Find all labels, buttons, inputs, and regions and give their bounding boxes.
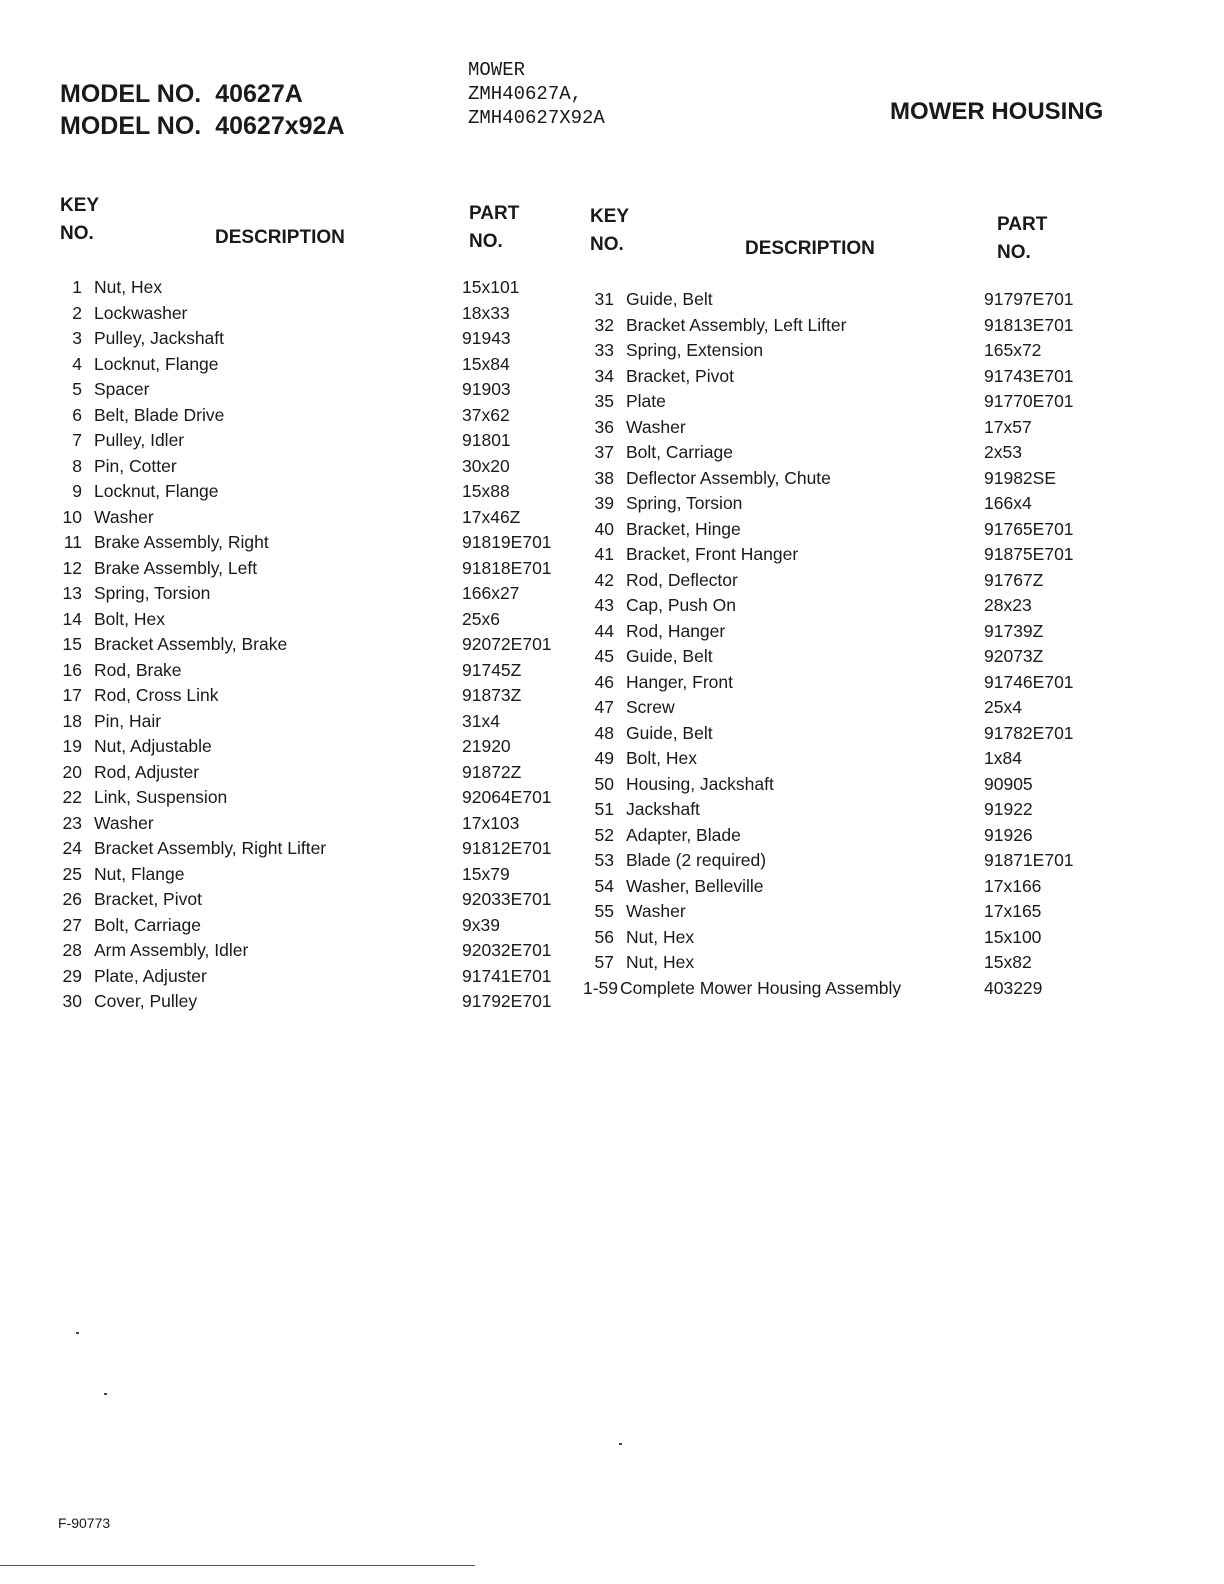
part-number: 2x53 xyxy=(984,442,1022,462)
part-description: Housing, Jackshaft xyxy=(626,773,774,794)
part-description: Brake Assembly, Left xyxy=(94,557,258,578)
mower-line: ZMH40627X92A xyxy=(468,107,605,129)
part-row xyxy=(52,734,612,760)
mower-model-list xyxy=(468,58,605,130)
form-code: F-90773 xyxy=(58,1515,111,1531)
key-number: 57 xyxy=(594,952,614,972)
part-number: 25x6 xyxy=(462,608,500,629)
part-number: 92072E701 xyxy=(462,634,552,654)
key-number: 18 xyxy=(62,710,82,731)
scan-speck xyxy=(76,1332,79,1334)
key-number: 9 xyxy=(72,481,82,501)
key-no-header-right xyxy=(590,203,629,259)
part-number: 18x33 xyxy=(462,302,510,323)
part-row xyxy=(584,976,1144,1002)
part-description: Locknut, Flange xyxy=(94,353,219,374)
part-row xyxy=(584,491,1144,517)
part-number: 90905 xyxy=(984,773,1033,794)
part-number: 37x62 xyxy=(462,404,510,425)
part-number: 21920 xyxy=(462,736,511,756)
part-number: 91926 xyxy=(984,824,1033,845)
key-number: 17 xyxy=(62,685,82,705)
part-no-header-right xyxy=(997,211,1047,267)
part-number: 91943 xyxy=(462,328,511,348)
key-number: 34 xyxy=(594,365,614,386)
key-number: 51 xyxy=(594,799,614,819)
model-label: MODEL NO. xyxy=(60,80,202,108)
bottom-rule xyxy=(0,1565,475,1566)
key-number: 28 xyxy=(62,940,82,960)
part-number: 91741E701 xyxy=(462,965,552,986)
part-row xyxy=(584,466,1144,492)
part-description: Rod, Brake xyxy=(94,659,182,680)
part-row xyxy=(584,670,1144,696)
part-row xyxy=(52,760,612,786)
part-row xyxy=(584,899,1144,925)
part-row xyxy=(52,887,612,913)
part-description: Hanger, Front xyxy=(626,671,733,692)
part-number: 91746E701 xyxy=(984,671,1074,692)
mower-line: MOWER xyxy=(468,59,526,81)
part-description: Bracket, Pivot xyxy=(626,365,734,386)
part-row xyxy=(52,836,612,862)
part-description: Pin, Hair xyxy=(94,710,162,731)
part-no-header-left xyxy=(469,200,519,256)
parts-list-left xyxy=(52,275,612,1015)
description-header-right: DESCRIPTION xyxy=(745,238,875,259)
header-key: KEY xyxy=(60,195,100,216)
part-description: Bolt, Hex xyxy=(94,608,165,629)
key-no-header-left xyxy=(60,192,99,248)
part-number: 17x165 xyxy=(984,901,1042,921)
part-row xyxy=(584,772,1144,798)
part-number: 91765E701 xyxy=(984,518,1074,539)
part-number: 15x101 xyxy=(462,277,520,297)
part-description: Bolt, Carriage xyxy=(626,442,733,462)
part-row xyxy=(584,950,1144,976)
part-row xyxy=(52,683,612,709)
part-number: 91871E701 xyxy=(984,850,1074,870)
part-number: 92073Z xyxy=(984,646,1044,666)
header-part: PART xyxy=(997,214,1048,235)
part-description: Plate xyxy=(626,391,666,411)
key-number: 40 xyxy=(594,518,614,539)
key-number: 33 xyxy=(594,340,614,360)
model-label: MODEL NO. xyxy=(60,112,202,140)
key-number: 52 xyxy=(594,824,614,845)
part-row xyxy=(52,811,612,837)
part-row xyxy=(52,632,612,658)
key-number: 32 xyxy=(594,314,614,335)
part-number: 166x4 xyxy=(984,493,1032,513)
key-number: 13 xyxy=(62,583,82,603)
part-number: 91873Z xyxy=(462,685,522,705)
part-number: 17x57 xyxy=(984,416,1032,437)
model-numbers xyxy=(60,78,345,142)
part-number: 91770E701 xyxy=(984,391,1074,411)
part-description: Spacer xyxy=(94,379,150,399)
part-number: 91743E701 xyxy=(984,365,1074,386)
part-description: Nut, Adjustable xyxy=(94,736,212,756)
key-number: 6 xyxy=(72,404,82,425)
part-row xyxy=(584,593,1144,619)
part-description: Washer xyxy=(626,416,686,437)
part-row xyxy=(584,287,1144,313)
part-number: 91739Z xyxy=(984,620,1044,641)
section-title: MOWER HOUSING xyxy=(890,98,1104,125)
part-row xyxy=(52,862,612,888)
key-number: 22 xyxy=(62,787,82,807)
key-number: 25 xyxy=(62,863,82,884)
part-row xyxy=(52,530,612,556)
part-description: Bracket Assembly, Brake xyxy=(94,634,288,654)
part-description: Arm Assembly, Idler xyxy=(94,940,249,960)
key-number: 29 xyxy=(62,965,82,986)
part-description: Rod, Adjuster xyxy=(94,761,200,782)
part-number: 15x82 xyxy=(984,952,1032,972)
part-number: 91767Z xyxy=(984,569,1044,590)
part-number: 15x88 xyxy=(462,481,510,501)
part-number: 15x79 xyxy=(462,863,510,884)
part-number: 15x100 xyxy=(984,926,1042,947)
part-row xyxy=(52,607,612,633)
key-number: 39 xyxy=(594,493,614,513)
part-description: Spring, Torsion xyxy=(626,493,743,513)
key-number: 8 xyxy=(72,455,82,476)
part-number: 91792E701 xyxy=(462,991,552,1011)
part-number: 17x103 xyxy=(462,812,520,833)
model-number: 40627A xyxy=(215,80,303,108)
key-number: 48 xyxy=(594,722,614,743)
part-row xyxy=(584,874,1144,900)
part-number: 91875E701 xyxy=(984,544,1074,564)
part-number: 91813E701 xyxy=(984,314,1074,335)
part-description: Complete Mower Housing Assembly xyxy=(620,977,902,998)
key-number: 16 xyxy=(62,659,82,680)
key-number: 37 xyxy=(594,442,614,462)
header-part: PART xyxy=(469,203,520,224)
key-number: 42 xyxy=(594,569,614,590)
key-number: 47 xyxy=(594,697,614,717)
key-number: 46 xyxy=(594,671,614,692)
part-row xyxy=(584,364,1144,390)
header-no: NO. xyxy=(997,242,1031,263)
part-row xyxy=(52,785,612,811)
part-description: Bracket, Pivot xyxy=(94,889,202,909)
part-row xyxy=(52,403,612,429)
part-row xyxy=(584,389,1144,415)
key-number: 54 xyxy=(594,875,614,896)
part-number: 31x4 xyxy=(462,710,500,731)
header-no: NO. xyxy=(590,234,624,255)
part-number: 91872Z xyxy=(462,761,522,782)
part-description: Bracket, Hinge xyxy=(626,518,741,539)
part-row xyxy=(52,505,612,531)
key-number: 24 xyxy=(62,838,82,858)
key-number: 7 xyxy=(72,430,82,450)
part-number: 91982SE xyxy=(984,467,1057,488)
part-description: Adapter, Blade xyxy=(626,824,741,845)
part-row xyxy=(584,644,1144,670)
part-row xyxy=(52,479,612,505)
part-number: 91812E701 xyxy=(462,838,552,858)
part-row xyxy=(584,619,1144,645)
key-number: 44 xyxy=(594,620,614,641)
part-description: Link, Suspension xyxy=(94,787,228,807)
part-number: 92032E701 xyxy=(462,940,552,960)
key-number: 26 xyxy=(62,889,82,909)
part-description: Cover, Pulley xyxy=(94,991,198,1011)
key-number: 45 xyxy=(594,646,614,666)
part-row xyxy=(52,377,612,403)
key-number: 2 xyxy=(72,302,82,323)
part-row xyxy=(584,568,1144,594)
part-row xyxy=(584,721,1144,747)
model-line-2 xyxy=(60,110,345,142)
part-number: 92033E701 xyxy=(462,889,552,909)
part-row xyxy=(52,964,612,990)
part-number: 9x39 xyxy=(462,914,500,935)
part-description: Washer, Belleville xyxy=(626,875,764,896)
part-number: 17x46Z xyxy=(462,506,521,527)
part-row xyxy=(52,326,612,352)
scan-speck xyxy=(619,1443,622,1445)
header-key: KEY xyxy=(590,206,630,227)
part-description: Bolt, Hex xyxy=(626,748,697,768)
part-row xyxy=(584,338,1144,364)
part-description: Nut, Hex xyxy=(626,952,695,972)
part-description: Guide, Belt xyxy=(626,646,713,666)
header-no: NO. xyxy=(60,223,94,244)
part-row xyxy=(584,542,1144,568)
part-number: 91818E701 xyxy=(462,557,552,578)
part-description: Bracket, Front Hanger xyxy=(626,544,799,564)
part-row xyxy=(52,556,612,582)
part-row xyxy=(52,913,612,939)
key-number: 12 xyxy=(62,557,82,578)
part-description: Rod, Deflector xyxy=(626,569,738,590)
part-row xyxy=(52,709,612,735)
key-number: 50 xyxy=(594,773,614,794)
part-number: 30x20 xyxy=(462,455,510,476)
part-row xyxy=(52,581,612,607)
part-description: Cap, Push On xyxy=(626,595,736,615)
part-row xyxy=(584,695,1144,721)
part-row xyxy=(584,440,1144,466)
key-number: 30 xyxy=(62,991,82,1011)
part-description: Pulley, Jackshaft xyxy=(94,328,225,348)
part-number: 91922 xyxy=(984,799,1033,819)
part-number: 91745Z xyxy=(462,659,522,680)
part-description: Washer xyxy=(94,506,154,527)
key-number: 41 xyxy=(594,544,614,564)
part-description: Washer xyxy=(94,812,154,833)
part-row xyxy=(52,658,612,684)
part-description: Rod, Hanger xyxy=(626,620,726,641)
part-row xyxy=(52,301,612,327)
part-description: Spring, Torsion xyxy=(94,583,211,603)
model-number: 40627x92A xyxy=(215,112,345,140)
part-row xyxy=(584,517,1144,543)
key-number: 1-59 xyxy=(582,977,618,998)
part-description: Guide, Belt xyxy=(626,722,713,743)
part-description: Rod, Cross Link xyxy=(94,685,219,705)
part-description: Jackshaft xyxy=(626,799,700,819)
part-number: 403229 xyxy=(984,977,1043,998)
part-number: 165x72 xyxy=(984,340,1042,360)
part-number: 91903 xyxy=(462,379,511,399)
part-row xyxy=(52,352,612,378)
key-number: 35 xyxy=(594,391,614,411)
part-row xyxy=(584,313,1144,339)
part-number: 91797E701 xyxy=(984,289,1074,309)
part-description: Nut, Hex xyxy=(94,277,163,297)
part-row xyxy=(584,925,1144,951)
part-number: 28x23 xyxy=(984,595,1032,615)
key-number: 3 xyxy=(72,328,82,348)
part-description: Locknut, Flange xyxy=(94,481,219,501)
part-description: Nut, Flange xyxy=(94,863,185,884)
part-row xyxy=(584,415,1144,441)
part-description: Plate, Adjuster xyxy=(94,965,207,986)
part-description: Bolt, Carriage xyxy=(94,914,201,935)
part-number: 15x84 xyxy=(462,353,510,374)
key-number: 27 xyxy=(62,914,82,935)
key-number: 11 xyxy=(63,532,82,552)
part-description: Bracket Assembly, Right Lifter xyxy=(94,838,327,858)
part-row xyxy=(52,275,612,301)
part-row xyxy=(584,797,1144,823)
key-number: 36 xyxy=(594,416,614,437)
part-description: Nut, Hex xyxy=(626,926,695,947)
part-number: 91782E701 xyxy=(984,722,1074,743)
part-description: Pulley, Idler xyxy=(94,430,185,450)
model-line-1 xyxy=(60,78,345,110)
key-number: 38 xyxy=(594,467,614,488)
part-description: Brake Assembly, Right xyxy=(94,532,269,552)
part-description: Pin, Cotter xyxy=(94,455,177,476)
part-number: 166x27 xyxy=(462,583,520,603)
part-row xyxy=(52,989,612,1015)
key-number: 53 xyxy=(594,850,614,870)
part-row xyxy=(52,938,612,964)
part-number: 1x84 xyxy=(984,748,1022,768)
part-row xyxy=(584,823,1144,849)
key-number: 10 xyxy=(62,506,82,527)
part-description: Screw xyxy=(626,697,675,717)
part-description: Lockwasher xyxy=(94,302,188,323)
part-description: Blade (2 required) xyxy=(626,850,767,870)
part-number: 25x4 xyxy=(984,697,1022,717)
part-number: 91801 xyxy=(462,430,511,450)
mower-line: ZMH40627A, xyxy=(468,83,583,105)
part-number: 91819E701 xyxy=(462,532,552,552)
key-number: 49 xyxy=(594,748,614,768)
part-description: Guide, Belt xyxy=(626,289,713,309)
key-number: 20 xyxy=(62,761,82,782)
part-row xyxy=(52,454,612,480)
key-number: 56 xyxy=(594,926,614,947)
part-description: Deflector Assembly, Chute xyxy=(626,467,831,488)
description-header-left: DESCRIPTION xyxy=(215,227,345,248)
key-number: 14 xyxy=(62,608,82,629)
key-number: 15 xyxy=(62,634,82,654)
key-number: 1 xyxy=(72,277,82,297)
key-number: 23 xyxy=(62,812,82,833)
key-number: 43 xyxy=(594,595,614,615)
parts-list-right xyxy=(584,287,1144,1001)
key-number: 4 xyxy=(72,353,82,374)
part-row xyxy=(52,428,612,454)
key-number: 19 xyxy=(62,736,82,756)
part-description: Washer xyxy=(626,901,686,921)
part-number: 17x166 xyxy=(984,875,1042,896)
part-row xyxy=(584,746,1144,772)
key-number: 31 xyxy=(594,289,614,309)
part-description: Spring, Extension xyxy=(626,340,764,360)
key-number: 55 xyxy=(594,901,614,921)
scan-speck xyxy=(104,1393,107,1395)
part-description: Bracket Assembly, Left Lifter xyxy=(626,314,847,335)
key-number: 5 xyxy=(72,379,82,399)
part-row xyxy=(584,848,1144,874)
part-description: Belt, Blade Drive xyxy=(94,404,225,425)
header-no: NO. xyxy=(469,231,503,252)
part-number: 92064E701 xyxy=(462,787,552,807)
